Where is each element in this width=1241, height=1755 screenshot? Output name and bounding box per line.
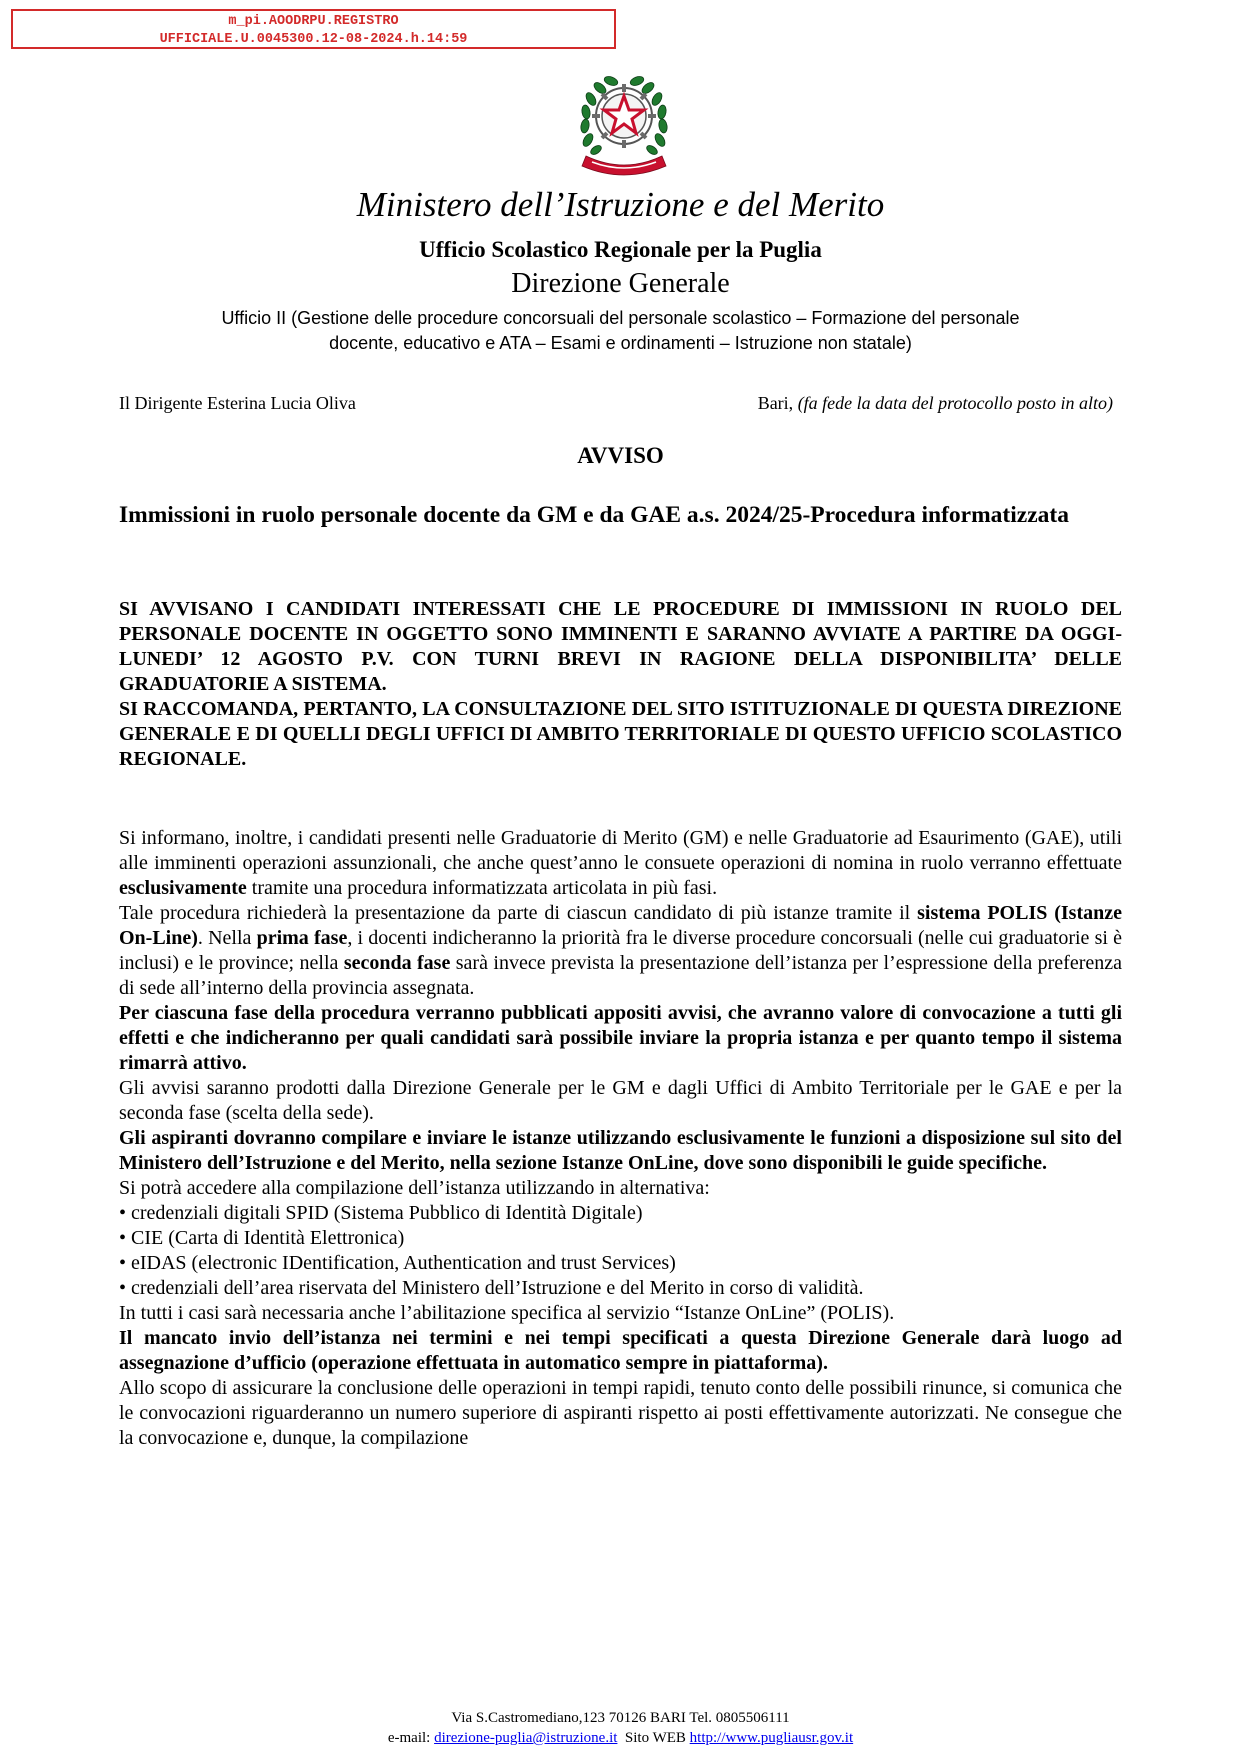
emblem-republic-icon	[572, 70, 676, 178]
body-paragraph-2-polis: sistema POLIS (Istanze On-Line)	[119, 902, 1122, 949]
document-title: AVVISO	[577, 443, 664, 468]
body-paragraph-7: In tutti i casi sarà necessaria anche l’abilitazione specifica al servizio “Istanze OnLine” (POLIS).	[119, 1302, 895, 1324]
body-paragraph-4: Gli avvisi saranno prodotti dalla Direzione Generale per le GM e dagli Uffici di Ambito Territoriale per le GAE e per la seconda fase (scelta della sede).	[119, 1077, 1122, 1124]
list-item: • credenziali dell’area riservata del Ministero dell’Istruzione e del Merito in corso di validità.	[119, 1277, 864, 1299]
dirigente-name: Il Dirigente Esterina Lucia Oliva	[119, 393, 356, 413]
list-item: • credenziali digitali SPID (Sistema Pubblico di Identità Digitale)	[119, 1202, 643, 1224]
footer	[0, 1708, 1241, 1748]
office-ii-line2: docente, educativo e ATA – Esami e ordinamenti – Istruzione non statale)	[329, 333, 912, 353]
office-ii-line1: Ufficio II (Gestione delle procedure concorsuali del personale scolastico – Formazione del personale	[221, 308, 1020, 328]
body-paragraph-1	[119, 826, 1122, 901]
protocol-stamp-line2: UFFICIALE.U.0045300.12-08-2024.h.14:59	[159, 32, 468, 47]
body-paragraph-6: Si potrà accedere alla compilazione dell’istanza utilizzando in alternativa:	[119, 1177, 710, 1199]
body-paragraph-1-end: tramite una procedura informatizzata articolata in più fasi.	[246, 877, 718, 899]
web-label: Sito WEB	[617, 1730, 690, 1746]
body-paragraph-5: Gli aspiranti dovranno compilare e inviare le istanze utilizzando esclusivamente le funzioni a disposizione sul sito del Ministero dell’Istruzione e del Merito, nella sezione Istanze OnLine, dove sono disponibili le guide specifiche.	[119, 1127, 1122, 1174]
body-paragraph-2-middle: , i docenti indicheranno la priorità fra le diverse procedure concorsuali (nelle cui graduatorie si è inclusi) e le province; nella	[119, 927, 1122, 974]
regional-office: Ufficio Scolastico Regionale per la Puglia	[419, 237, 822, 262]
protocol-stamp-line1: m_pi.AOODRPU.REGISTRO	[228, 14, 399, 29]
footer-contacts	[0, 1728, 1241, 1748]
email-link[interactable]: direzione-puglia@istruzione.it	[434, 1730, 618, 1746]
list-item: • eIDAS (electronic IDentification, Authentication and trust Services)	[119, 1252, 676, 1274]
notice-block	[119, 597, 1122, 772]
place: Bari,	[757, 393, 794, 413]
body-paragraph-9: Allo scopo di assicurare la conclusione delle operazioni in tempi rapidi, tenuto conto delle possibili rinunce, si comunica che le convocazioni riguarderanno un numero superiore di aspiranti rispetto ai posti effettivamente autorizzati. Ne consegue che la convocazione e, dunque, la compilazione	[119, 1377, 1122, 1449]
ministry-name: Ministero dell’Istruzione e del Merito	[356, 185, 885, 224]
date-note: (fa fede la data del protocollo posto in alto)	[797, 393, 1113, 413]
notice-paragraph-1: SI AVVISANO I CANDIDATI INTERESSATI CHE LE PROCEDURE DI IMMISSIONI IN RUOLO DEL PERSONALE DOCENTE IN OGGETTO SONO IMMINENTI E SARANNO AVVIATE A PARTIRE DA OGGI-LUNEDI’ 12 AGOSTO P.V. CON TURNI BREVI IN RAGIONE DELLA DISPONIBILITA’ DELLE GRADUATORIE A SISTEMA.	[119, 598, 1122, 695]
notice-paragraph-2: SI RACCOMANDA, PERTANTO, LA CONSULTAZIONE DEL SITO ISTITUZIONALE DI QUESTA DIREZIONE GENERALE E DI QUELLI DEGLI UFFICI DI AMBITO TERRITORIALE DI QUESTO UFFICIO SCOLASTICO REGIONALE.	[119, 698, 1122, 770]
body-paragraph-2-end: sarà invece prevista la presentazione dell’istanza per l’espressione della preferenza di sede all’interno della provincia assegnata.	[119, 952, 1122, 999]
body-paragraph-2-first-phase: prima fase	[256, 927, 348, 949]
body-paragraph-3: Per ciascuna fase della procedura verranno pubblicati appositi avvisi, che avranno valore di convocazione a tutti gli effetti e che indicheranno per quali candidati sarà possibile inviare la propria istanza e per quanto tempo il sistema rimarrà attivo.	[119, 1002, 1122, 1074]
email-label: e-mail:	[387, 1730, 435, 1746]
directorate: Direzione Generale	[511, 268, 730, 299]
website-link[interactable]: http://www.pugliausr.gov.it	[689, 1730, 854, 1746]
body-paragraph-1-bold: esclusivamente	[119, 877, 247, 899]
body-text	[119, 826, 1122, 1451]
footer-address: Via S.Castromediano,123 70126 BARI Tel. 0805506111	[451, 1710, 790, 1726]
body-paragraph-2-text: Tale procedura richiederà la presentazione da parte di ciascun candidato di più istanze tramite il	[119, 902, 918, 924]
protocol-stamp	[11, 9, 616, 49]
list-item: • CIE (Carta di Identità Elettronica)	[119, 1227, 405, 1249]
place-date	[758, 392, 1113, 414]
body-paragraph-2	[119, 901, 1122, 1001]
subject: Immissioni in ruolo personale docente da GM e da GAE a.s. 2024/25-Procedura informatizzata	[119, 502, 1069, 528]
body-paragraph-2-second-phase: seconda fase	[343, 952, 451, 974]
body-paragraph-2-sep: . Nella	[197, 927, 257, 949]
office-ii-description	[0, 306, 1241, 356]
body-paragraph-1-text: Si informano, inoltre, i candidati presenti nelle Graduatorie di Merito (GM) e nelle Graduatorie ad Esaurimento (GAE), utili alle imminenti operazioni assunzionali, che anche quest’anno le consuete operazioni di nomina in ruolo verranno effettuate	[119, 827, 1122, 874]
body-paragraph-8: Il mancato invio dell’istanza nei termini e nei tempi specificati a questa Direzione Generale darà luogo ad assegnazione d’ufficio (operazione effettuata in automatico sempre in piattaforma).	[119, 1327, 1122, 1374]
